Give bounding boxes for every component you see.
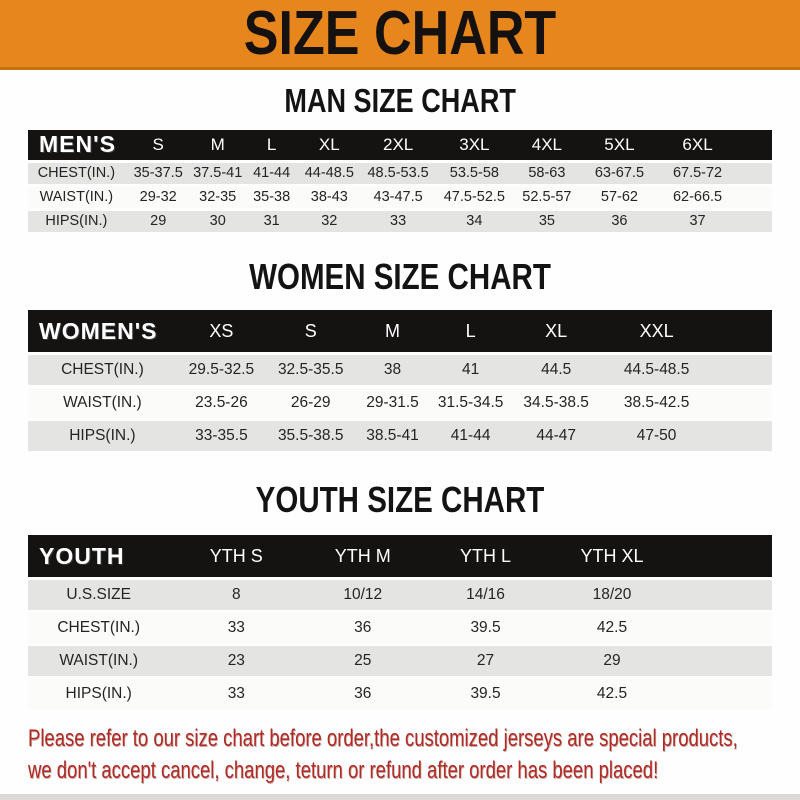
- table-row: [28, 187, 772, 208]
- heading-youth: [0, 481, 800, 519]
- table-cell: 32-35: [199, 189, 237, 206]
- table-cell: 33-35.5: [195, 427, 248, 445]
- column-header: 3XL: [459, 134, 490, 154]
- table-cell: 42.5: [596, 685, 628, 703]
- table-header-row: [28, 130, 772, 160]
- heading-text: YOUTH SIZE CHART: [255, 479, 545, 521]
- banner: [0, 0, 800, 70]
- column-header: M: [385, 320, 401, 341]
- column-header: M: [210, 134, 225, 154]
- table-cell: 62-66.5: [672, 189, 723, 206]
- youth-size-table: [28, 535, 772, 709]
- table-cell: 35: [538, 213, 555, 230]
- table-cell: 29.5-32.5: [188, 361, 255, 379]
- table-cell: 26-29: [290, 394, 331, 412]
- table-cell: 41-44: [450, 427, 491, 445]
- table-cell: 38: [383, 361, 402, 379]
- table-cell: 47.5-52.5: [443, 189, 505, 206]
- table-cell: 44.5: [541, 361, 572, 379]
- table-row: [28, 613, 772, 643]
- table-cell: 52.5-57: [522, 189, 572, 206]
- table-cell: 23: [227, 652, 245, 670]
- table-cell: 35-37.5: [133, 165, 183, 182]
- row-label: HIPS(IN.): [45, 213, 108, 230]
- bottom-edge-strip: [0, 794, 800, 800]
- column-header: YTH S: [209, 545, 263, 566]
- table-cell: 37: [689, 213, 706, 230]
- table-cell: 39.5: [470, 619, 501, 637]
- column-header: S: [304, 320, 317, 341]
- table-cell: 44-47: [536, 427, 576, 445]
- table-cell: 33: [390, 213, 407, 230]
- table-cell: 41-44: [253, 165, 291, 182]
- table-cell: 37.5-41: [193, 165, 243, 182]
- row-label: HIPS(IN.): [69, 427, 136, 445]
- heading-women: [0, 255, 800, 297]
- column-header: L: [465, 320, 476, 341]
- table-cell: 32: [321, 213, 338, 230]
- table-cell: 33: [227, 685, 245, 703]
- column-header: 4XL: [531, 134, 563, 154]
- table-cell: 33: [227, 619, 245, 637]
- table-cell: 35-38: [253, 189, 291, 206]
- table-cell: 14/16: [466, 586, 505, 604]
- row-label: CHEST(IN.): [61, 361, 144, 379]
- table-cell: 43-47.5: [373, 189, 423, 206]
- row-label: CHEST(IN.): [57, 619, 141, 637]
- table-cell: 36: [354, 619, 372, 637]
- column-header: 5XL: [604, 134, 635, 154]
- row-label: HIPS(IN.): [65, 685, 132, 703]
- table-header-row: [28, 310, 772, 352]
- table-cell: 38.5-42.5: [623, 394, 690, 412]
- size-chart-sections: [0, 84, 800, 709]
- table-cell: 10/12: [343, 586, 383, 604]
- table-cell: 31.5-34.5: [437, 394, 504, 412]
- table-header-row: [28, 535, 772, 577]
- column-header: XL: [545, 320, 568, 341]
- table-cell: 38.5-41: [366, 427, 419, 445]
- table-cell: 29: [150, 213, 167, 230]
- heading-text: MAN SIZE CHART: [284, 82, 516, 119]
- table-cell: 34.5-38.5: [523, 394, 589, 412]
- table-cell: 48.5-53.5: [367, 165, 429, 182]
- table-row: [28, 211, 772, 232]
- table-cell: 29-31.5: [366, 394, 419, 412]
- table-row: [28, 355, 772, 385]
- table-corner-label: WOMEN'S: [39, 317, 158, 344]
- table-cell: 36: [611, 213, 628, 230]
- table-row: [28, 580, 772, 610]
- table-cell: 29-32: [139, 189, 177, 206]
- table-row: [28, 646, 772, 676]
- column-header: YTH L: [460, 545, 512, 566]
- table-cell: 29: [603, 652, 621, 670]
- table-cell: 57-62: [600, 189, 638, 206]
- table-cell: 23.5-26: [195, 394, 248, 412]
- table-cell: 53.5-58: [449, 165, 499, 182]
- table-row: [28, 163, 772, 184]
- table-cell: 44-48.5: [304, 165, 354, 182]
- heading-text: WOMEN SIZE CHART: [249, 255, 551, 297]
- column-header: XL: [318, 134, 340, 154]
- table-cell: 35.5-38.5: [277, 427, 344, 445]
- row-label: WAIST(IN.): [59, 652, 138, 670]
- column-header: YTH M: [334, 545, 391, 566]
- table-cell: 36: [354, 685, 372, 703]
- men-size-table: [28, 130, 772, 232]
- row-label: CHEST(IN.): [37, 165, 116, 182]
- notice-line-2: we don't accept cancel, change, teturn or refund after order has been placed!: [28, 757, 659, 785]
- women-size-table: [28, 310, 772, 451]
- table-cell: 31: [263, 213, 280, 230]
- footer-notice: [28, 723, 800, 787]
- column-header: L: [266, 134, 277, 154]
- table-cell: 39.5: [470, 685, 501, 703]
- column-header: XS: [209, 320, 234, 341]
- table-cell: 42.5: [596, 619, 628, 637]
- row-label: WAIST(IN.): [63, 394, 142, 412]
- table-cell: 8: [232, 586, 241, 604]
- table-cell: 58-63: [528, 165, 566, 182]
- table-corner-label: MEN'S: [39, 131, 116, 158]
- notice-line-1: Please refer to our size chart before order,the customized jerseys are special products,: [28, 725, 738, 753]
- table-cell: 41: [462, 361, 480, 379]
- table-cell: 34: [466, 213, 483, 230]
- table-cell: 38-43: [310, 189, 348, 206]
- table-cell: 47-50: [636, 427, 677, 445]
- row-label: U.S.SIZE: [66, 586, 131, 604]
- column-header: YTH XL: [580, 545, 644, 566]
- table-row: [28, 679, 772, 709]
- banner-title: SIZE CHART: [243, 0, 557, 68]
- table-cell: 63-67.5: [594, 165, 645, 182]
- column-header: S: [152, 134, 164, 154]
- column-header: 6XL: [682, 134, 713, 154]
- table-cell: 25: [354, 652, 372, 670]
- table-cell: 32.5-35.5: [277, 361, 344, 379]
- table-cell: 30: [209, 213, 226, 230]
- table-cell: 44.5-48.5: [623, 361, 690, 379]
- table-cell: 67.5-72: [672, 165, 723, 182]
- table-cell: 18/20: [592, 586, 632, 604]
- column-header: XXL: [639, 320, 674, 341]
- row-label: WAIST(IN.): [39, 189, 114, 206]
- column-header: 2XL: [382, 134, 414, 154]
- heading-men: [0, 84, 800, 119]
- table-cell: 27: [476, 652, 495, 670]
- table-corner-label: YOUTH: [39, 542, 125, 569]
- table-row: [28, 421, 772, 451]
- table-row: [28, 388, 772, 418]
